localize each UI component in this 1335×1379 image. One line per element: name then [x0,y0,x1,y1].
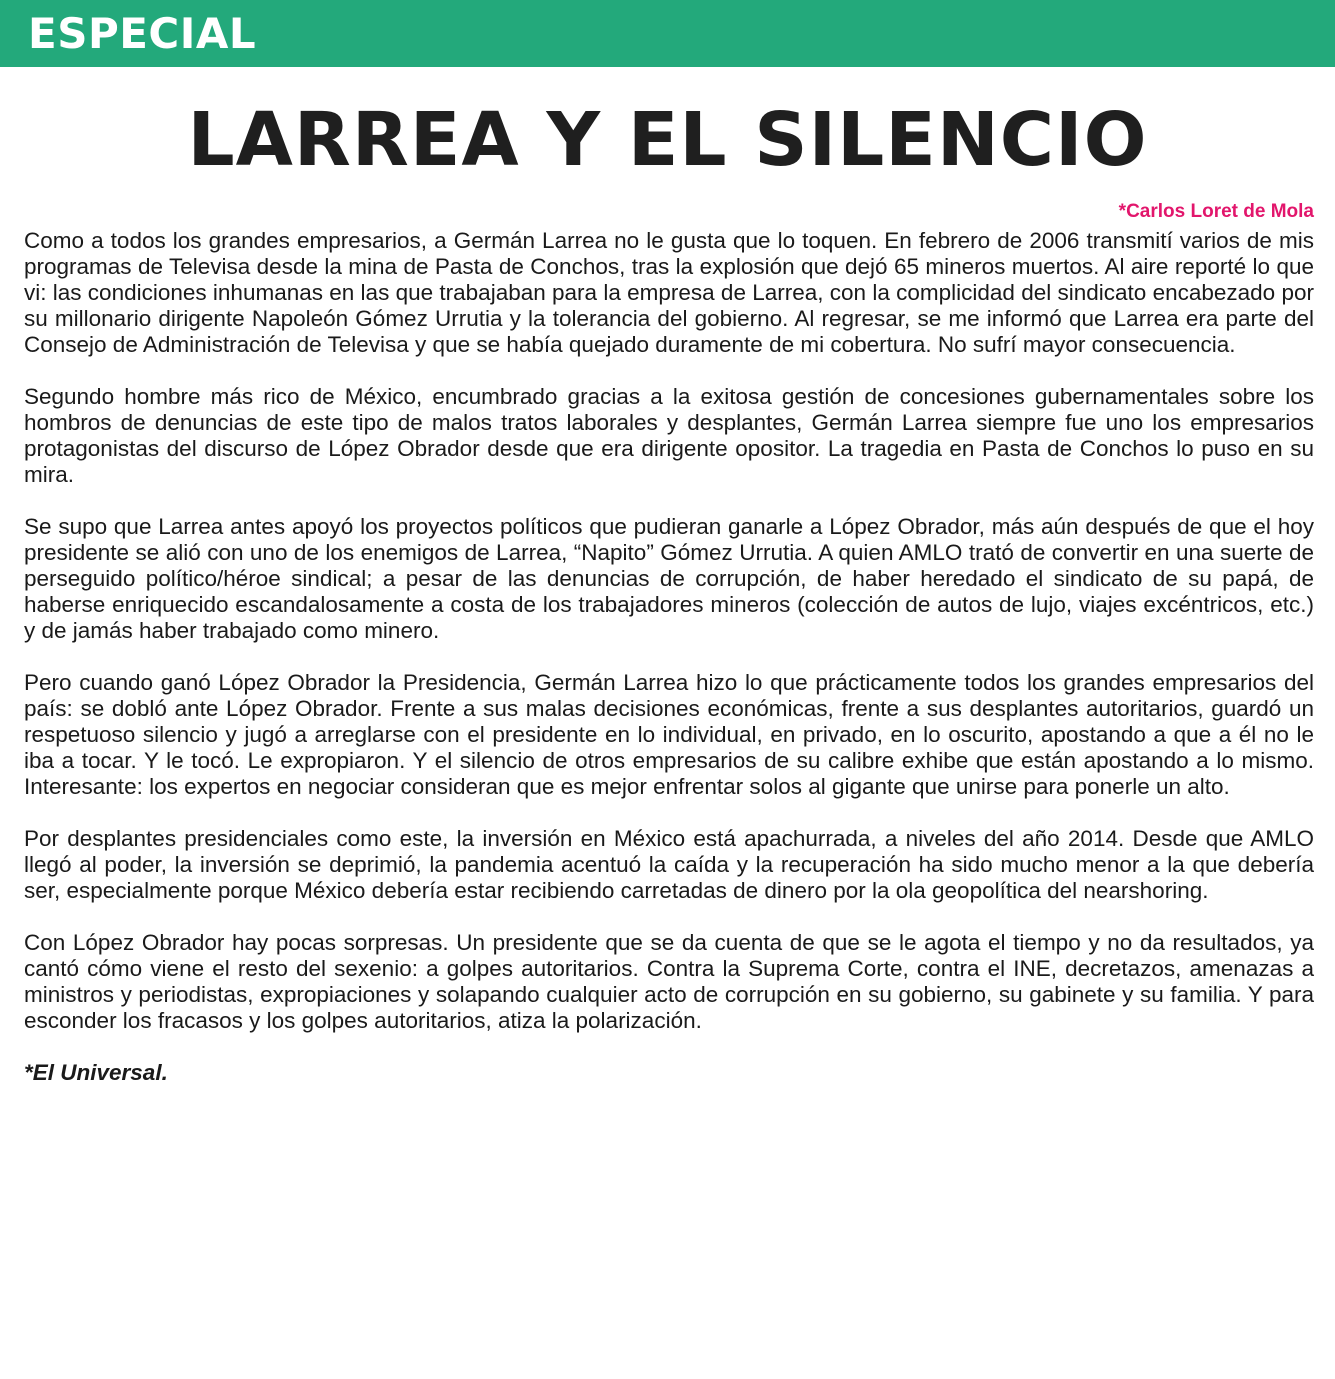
author-byline: *Carlos Loret de Mola [1118,201,1314,222]
section-header-band [0,0,1335,67]
article-title: LARREA Y EL SILENCIO [187,97,1148,183]
article-body [24,228,1314,1112]
article-paragraph: Se supo que Larrea antes apoyó los proyectos políticos que pudieran ganarle a López Obrador, más aún después de que el hoy presidente se alió con uno de los enemigos de Larrea, “Napito” Gómez Urrutia. A quien AMLO trató de convertir en una suerte de perseguido político/héroe sindical; a pesar de las denuncias de corrupción, de haber heredado el sindicato de su papá, de haberse enriquecido escandalosamente a costa de los trabajadores mineros (colección de autos de lujo, viajes excéntricos, etc.) y de jamás haber trabajado como minero. [24,514,1314,643]
article-paragraph: Segundo hombre más rico de México, encumbrado gracias a la exitosa gestión de concesiones gubernamentales sobre los hombros de denuncias de este tipo de malos tratos laborales y desplantes, Germán Larrea siempre fue uno los empresarios protagonistas del discurso de López Obrador desde que era dirigente opositor. La tragedia en Pasta de Conchos lo puso en su mira. [24,384,1314,487]
article-paragraph: Pero cuando ganó López Obrador la Presidencia, Germán Larrea hizo lo que prácticamente todos los grandes empresarios del país: se dobló ante López Obrador. Frente a sus malas decisiones económicas, frente a sus desplantes autoritarios, guardó un respetuoso silencio y jugó a arreglarse con el presidente en lo individual, en privado, en lo oscurito, apostando a que a él no le iba a tocar. Y le tocó. Le expropiaron. Y el silencio de otros empresarios de su calibre exhibe que están apostando a lo mismo. Interesante: los expertos en negociar consideran que es mejor enfrentar solos al gigante que unirse para ponerle un alto. [24,670,1314,799]
article-paragraph: Por desplantes presidenciales como este, la inversión en México está apachurrada, a niveles del año 2014. Desde que AMLO llegó al poder, la inversión se deprimió, la pandemia acentuó la caída y la recuperación ha sido mucho menor a la que debería ser, especialmente porque México debería estar recibiendo carretadas de dinero por la ola geopolítica del nearshoring. [24,826,1314,903]
section-label: ESPECIAL [28,9,257,58]
article-paragraph: Con López Obrador hay pocas sorpresas. Un presidente que se da cuenta de que se le agota el tiempo y no da resultados, ya cantó cómo viene el resto del sexenio: a golpes autoritarios. Contra la Suprema Corte, contra el INE, decretazos, amenazas a ministros y periodistas, expropiaciones y solapando cualquier acto de corrupción en su gobierno, su gabinete y su familia. Y para esconder los fracasos y los golpes autoritarios, atiza la polarización. [24,930,1314,1033]
source-credit: *El Universal. [24,1060,168,1085]
article-paragraph: Como a todos los grandes empresarios, a Germán Larrea no le gusta que lo toquen. En febrero de 2006 transmití varios de mis programas de Televisa desde la mina de Pasta de Conchos, tras la explosión que dejó 65 mineros muertos. Al aire reporté lo que vi: las condiciones inhumanas en las que trabajaban para la empresa de Larrea, con la complicidad del sindicato encabezado por su millonario dirigente Napoleón Gómez Urrutia y la tolerancia del gobierno. Al regresar, se me informó que Larrea era parte del Consejo de Administración de Televisa y que se había quejado duramente de mi cobertura. No sufrí mayor consecuencia. [24,228,1314,357]
